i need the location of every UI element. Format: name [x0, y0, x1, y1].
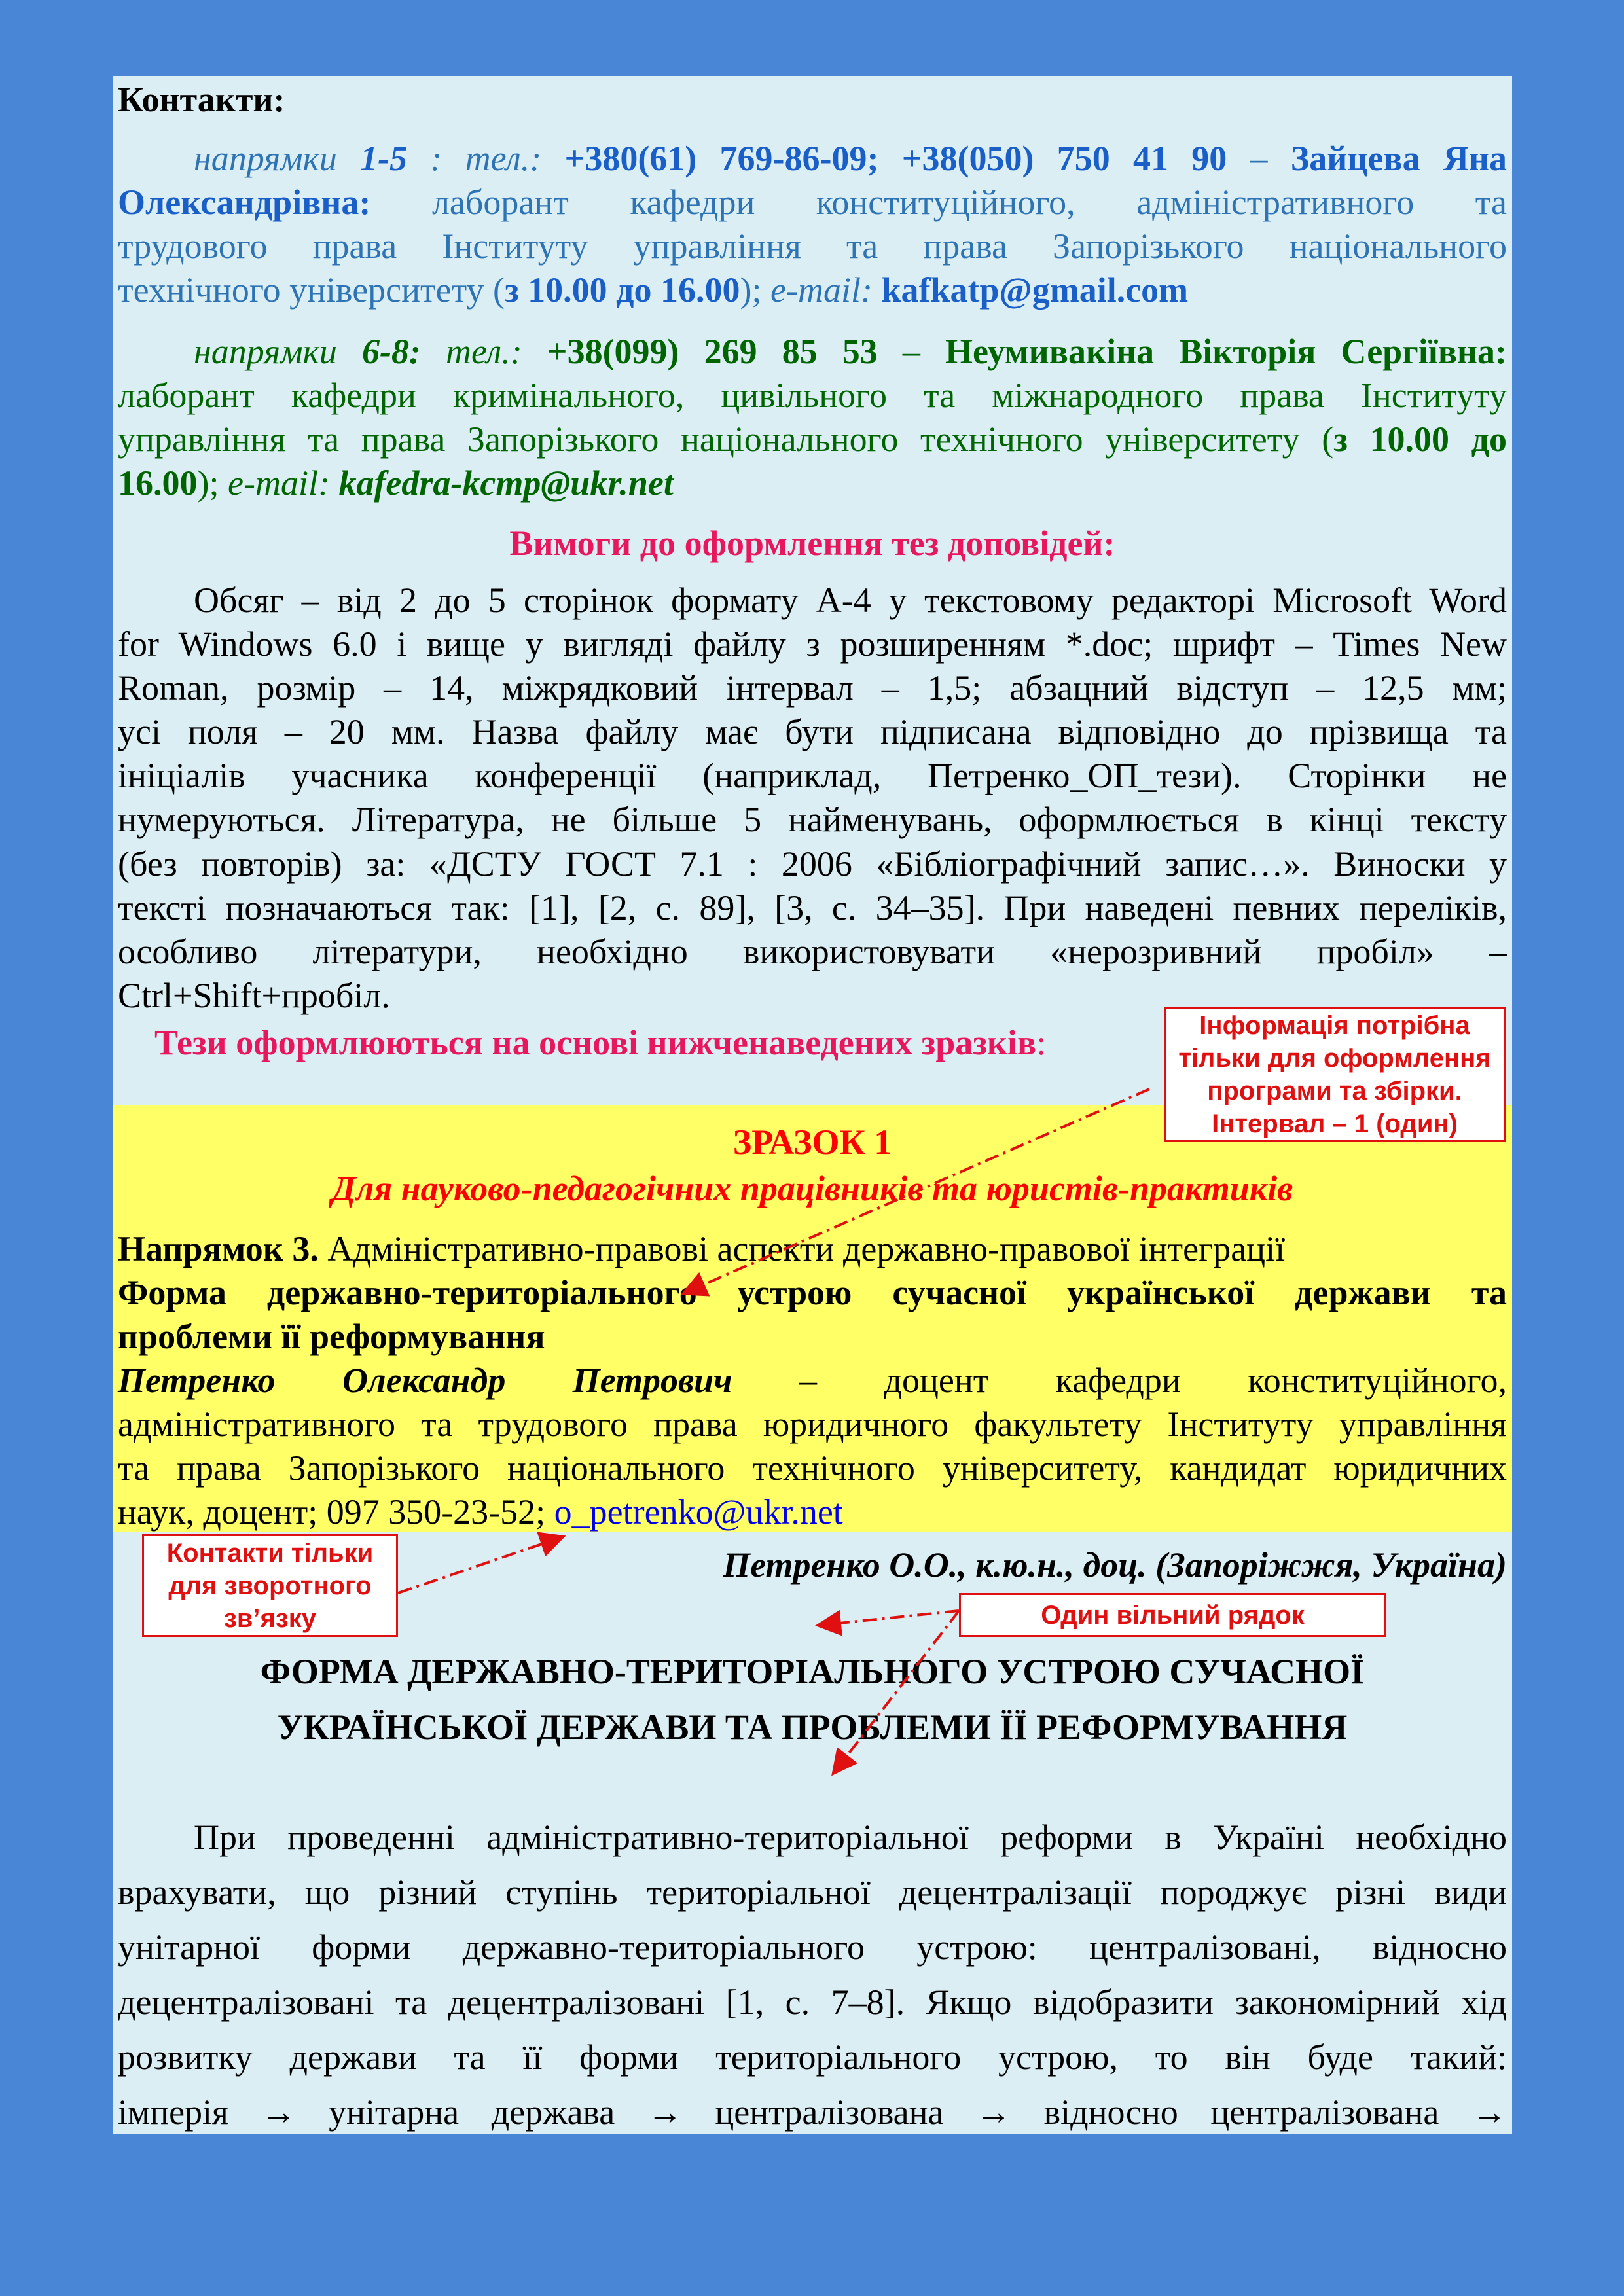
text-run: e-mail:: [228, 463, 339, 503]
text-run: розвитку держави та її форми територіального устрою, то він буде такий:: [118, 2037, 1507, 2077]
text-run: Петренко О.О., к.ю.н., доц. (Запоріжжя, Україна): [723, 1545, 1507, 1585]
text-run: Вимоги до оформлення тез доповідей:: [509, 524, 1115, 563]
text-run: :: [1036, 1023, 1047, 1062]
arrow-blank-line-2: [835, 1611, 959, 1772]
text-run: Контакти:: [118, 80, 285, 119]
text-run: Напрямок 3.: [118, 1229, 319, 1268]
text-run: for Windows 6.0 і вище у вигляді файлу з розширенням *.doc; шрифт – Times New: [118, 624, 1507, 664]
text-run: ініціалів учасника конференції (наприклад, Петренко_ОП_тези). Сторінки не: [118, 756, 1507, 796]
text-run: лаборант кафедри конституційного, адміністративного та: [370, 183, 1507, 222]
text-run: 16.00: [118, 463, 198, 503]
text-run: –: [877, 332, 945, 371]
text-run: усі поля – 20 мм. Назва файлу має бути підписана відповідно до прізвища та: [118, 712, 1507, 752]
text-run: УКРАЇНСЬКОЇ ДЕРЖАВИ ТА ПРОБЛЕМИ ЇЇ РЕФОРМУВАННЯ: [277, 1708, 1348, 1747]
text-run: управління та права Запорізького національного технічного університету (: [118, 420, 1334, 459]
text-run: Для науково-педагогічних працівників та юристів-практиків: [331, 1169, 1293, 1208]
text-run: тел.:: [420, 332, 547, 371]
text-run: 1-5: [360, 139, 408, 178]
text-run: з 10.00 до 16.00: [504, 270, 740, 310]
text-run: особливо літератури, необхідно використовувати «нерозривний пробіл» –: [118, 931, 1507, 971]
callout-blank-line-note: [959, 1593, 1386, 1637]
text-run: адміністративного та трудового права юридичного факультету Інституту управління: [118, 1405, 1507, 1444]
text-run: Олександрівна:: [118, 183, 371, 222]
text-run: проблеми її реформування: [118, 1317, 545, 1356]
text-run: технічного університету (: [118, 270, 505, 310]
text-run: Тези оформлюються на основі нижченаведених зразків: [154, 1023, 1037, 1062]
callout-line: Інтервал – 1 (один): [1212, 1109, 1458, 1138]
text-run: 6-8:: [362, 332, 421, 371]
text-run: ФОРМА ДЕРЖАВНО-ТЕРИТОРІАЛЬНОГО УСТРОЮ СУЧАСНОЇ: [260, 1652, 1365, 1691]
text-run: Зайцева Яна: [1290, 139, 1507, 178]
text-run: Roman, розмір – 14, міжрядковий інтервал – 1,5; абзацний відступ – 12,5 мм;: [118, 668, 1507, 708]
text-run: Адміністративно-правові аспекти державно-правової інтеграції: [318, 1229, 1286, 1268]
text-run: імперія → унітарна держава → централізована → відносно централізована →: [118, 2092, 1507, 2132]
callout-line: тільки для оформлення: [1178, 1044, 1491, 1073]
callout-line: Контакти тільки: [166, 1538, 374, 1568]
text-run: Форма державно-територіального устрою сучасної української держави та: [118, 1273, 1507, 1312]
text-run: +380(61) 769-86-09; +38(050) 750 41 90: [564, 139, 1227, 178]
text-run: напрямки: [194, 332, 362, 371]
text-run: kafedra-kcmp@ukr.net: [338, 463, 674, 503]
text-run: +38(099) 269 85 53: [547, 332, 878, 371]
text-run: та права Запорізького національного технічного університету, кандидат юридичних: [118, 1448, 1507, 1488]
text-run: e-mail:: [770, 270, 882, 310]
text-run: трудового права Інституту управління та права Запорізького національного: [118, 226, 1507, 266]
text-run: );: [197, 463, 228, 503]
callout-line: для зворотного: [168, 1571, 372, 1600]
text-run: –: [1227, 139, 1291, 178]
arrow-contacts: [398, 1537, 561, 1593]
text-run: Обсяг – від 2 до 5 сторінок формату А-4 у текстовому редакторі Microsoft Word: [194, 581, 1507, 620]
text-run: врахувати, що різний ступінь територіальної децентралізації породжує різні види: [118, 1873, 1507, 1912]
arrow-blank-line-1: [820, 1611, 959, 1625]
email-link[interactable]: o_petrenko@ukr.net: [554, 1492, 843, 1532]
callout-contacts-note: [142, 1534, 398, 1637]
text-run: Петренко Олександр Петрович: [118, 1361, 732, 1400]
text-run: напрямки: [194, 139, 361, 178]
callout-info-note: [1164, 1007, 1506, 1142]
text-run: наук, доцент; 097 350-23-52;: [118, 1492, 554, 1532]
callout-line: зв’язку: [223, 1604, 317, 1633]
callout-line: Один вільний рядок: [1041, 1600, 1305, 1630]
text-run: децентралізовані та децентралізовані [1, с. 7–8]. Якщо відобразити закономірний хід: [118, 1982, 1507, 2022]
text-run: – доцент кафедри конституційного,: [732, 1361, 1507, 1400]
text-run: );: [740, 270, 770, 310]
text-run: нумеруються. Література, не більше 5 найменувань, оформлюється в кінці тексту: [118, 800, 1507, 840]
text-run: Неумивакіна Вікторія Сергіївна:: [945, 332, 1507, 371]
text-run: Ctrl+Shift+пробіл.: [118, 975, 390, 1015]
text-run: ЗРАЗОК 1: [732, 1122, 892, 1162]
text-run: При проведенні адміністративно-територіальної реформи в Україні необхідно: [194, 1818, 1507, 1857]
text-run: лаборант кафедри кримінального, цивільного та міжнародного права Інституту: [118, 376, 1507, 415]
arrow-info: [685, 1089, 1149, 1293]
text-run: унітарної форми державно-територіального устрою: централізовані, відносно: [118, 1928, 1507, 1967]
text-run: : тел.:: [407, 139, 565, 178]
text-run: з 10.00 до: [1333, 420, 1507, 459]
text-run: (без повторів) за: «ДСТУ ГОСТ 7.1 : 2006 «Бібліографічний запис…». Виноски у: [118, 844, 1507, 884]
text-run: тексті позначаються так: [1], [2, с. 89], [3, с. 34–35]. При наведені певних переліків,: [118, 888, 1507, 927]
callout-line: Інформація потрібна: [1199, 1011, 1470, 1040]
callout-line: програми та збірки.: [1207, 1077, 1462, 1105]
text-run: kafkatp@gmail.com: [881, 270, 1189, 310]
